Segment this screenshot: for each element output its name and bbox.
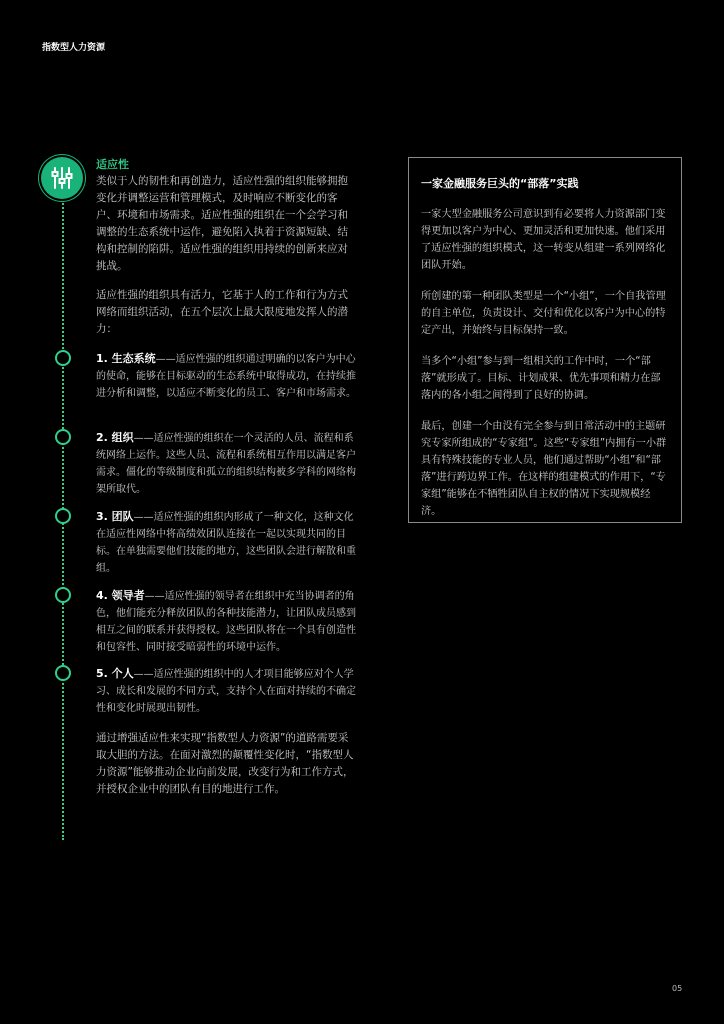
item-body: ——适应性强的组织内形成了一种文化，这种文化在适应性网络中将高绩效团队连接在一起以实现共同的目标。在单独需要他们技能的地方，这些团队会进行解散和重组。	[96, 512, 356, 574]
intro-block	[96, 157, 358, 275]
intro-paragraph-2: 适应性强的组织具有活力，它基于人的工作和行为方式网络而组织活动，在五个层次上最大限度地发挥人的潜力：	[96, 289, 348, 335]
intro-paragraph-1: 类似于人的韧性和再创造力，适应性强的组织能够拥抱变化并调整运营和管理模式，及时响应不断变化的客户、环境和市场需求。适应性强的组织在一个会学习和调整的生态系统中运作，避免陷入执着于资源短缺、结构和控制的陷阱。适应性强的组织用持续的创新来应对挑战。	[96, 175, 348, 272]
timeline-node-4	[55, 587, 71, 603]
timeline-node-2	[55, 429, 71, 445]
item-lead: 2. 组织	[96, 431, 134, 444]
page-number: 05	[672, 984, 683, 993]
item-body: ——适应性强的领导者在组织中充当协调者的角色，他们能充分释放团队的各种技能潜力，让团队成员感到相互之间的联系并获得授权。这些团队将在一个具有创造性和包容性、同时接受暗弱性的环境中运作。	[96, 591, 356, 653]
item-body: ——适应性强的组织通过明确的以客户为中心的使命，能够在目标驱动的生态系统中取得成功，在持续推进分析和调整，以适应不断变化的员工、客户和市场需求。	[96, 354, 356, 399]
list-item-leader	[96, 587, 358, 656]
case-study-box	[408, 157, 682, 523]
item-body: ——适应性强的组织在一个灵活的人员、流程和系统网络上运作。这些人员、流程和系统相互作用以满足客户需求。僵化的等级制度和孤立的组织结构被多学科的网络构架所取代。	[96, 433, 356, 495]
timeline-node-5	[55, 665, 71, 681]
item-body: ——适应性强的组织中的人才项目能够应对个人学习、成长和发展的不同方式，支持个人在面对持续的不确定性和变化时展现出韧性。	[96, 669, 356, 714]
case-study-title: 一家金融服务巨头的“部落”实践	[421, 177, 579, 190]
item-lead: 5. 个人	[96, 667, 134, 680]
conclusion-paragraph: 通过增强适应性来实现“指数型人力资源”的道路需要采取大胆的方法。在面对激烈的颠覆性变化时，“指数型人力资源”能够推动企业向前发展，改变行为和工作方式，并授权企业中的团队有目的地进行工作。	[96, 732, 354, 795]
timeline-node-1	[55, 350, 71, 366]
list-item-organization	[96, 429, 358, 498]
section-title: 适应性	[96, 158, 129, 171]
list-item-team	[96, 508, 358, 577]
list-item-individual	[96, 665, 358, 717]
case-paragraph-2: 所创建的第一种团队类型是一个“小组”，一个自我管理的自主单位，负责设计、交付和优化以客户为中心的特定产出，并始终与目标保持一致。	[421, 291, 666, 336]
timeline-node-3	[55, 508, 71, 524]
adaptability-sliders-icon	[41, 157, 83, 199]
list-item-ecosystem	[96, 350, 358, 402]
case-paragraph-1: 一家大型金融服务公司意识到有必要将人力资源部门变得更加以客户为中心、更加灵活和更加快速。他们采用了适应性强的组织模式，这一转变从组建一系列网络化团队开始。	[421, 209, 666, 271]
item-lead: 1. 生态系统	[96, 352, 156, 365]
document-header: 指数型人力资源	[42, 43, 106, 53]
case-paragraph-4: 最后，创建一个由没有完全参与到日常活动中的主题研究专家所组成的“专家组”。这些“专家组”内拥有一小群具有特殊技能的专业人员，他们通过帮助“小组”和“部落”进行跨边界工作。在这样的组建模式的作用下，“专家组”能够在不牺牲团队自主权的情况下实现规模经济。	[421, 421, 667, 517]
case-paragraph-3: 当多个“小组”参与到一组相关的工作中时，一个“部落”就形成了。目标、计划成果、优先事项和精力在部落内的各小组之间得到了良好的协调。	[421, 356, 661, 401]
item-lead: 3. 团队	[96, 510, 134, 523]
item-lead: 4. 领导者	[96, 589, 145, 602]
